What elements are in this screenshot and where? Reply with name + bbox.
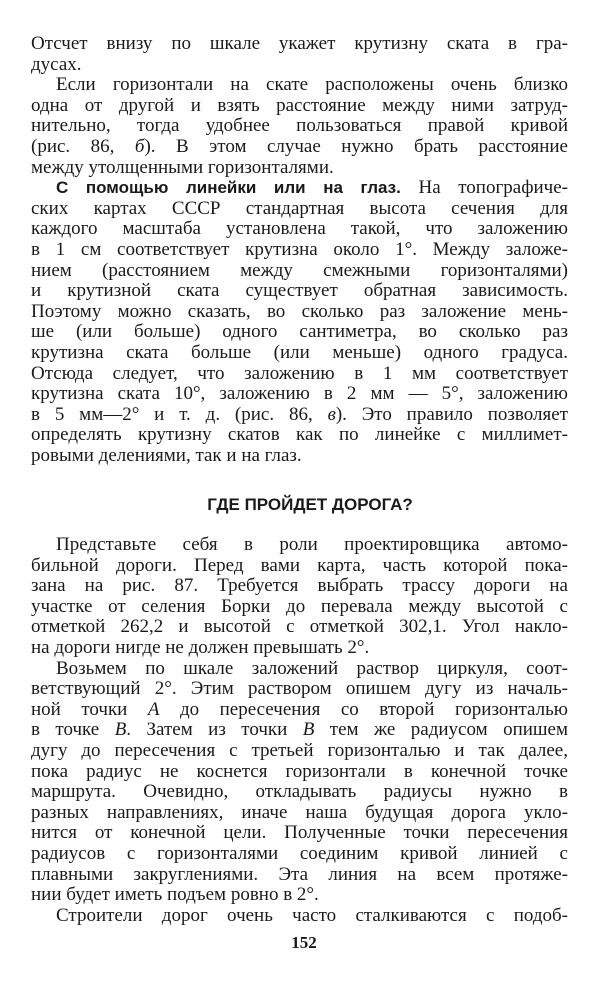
text-run: ). Это правило позволяет: [335, 403, 568, 425]
text-line: [31, 343, 568, 364]
text-run: до пересечения со второй горизонталью: [159, 698, 568, 720]
text-run: нием (расстоянием между смежными горизонталями): [31, 259, 568, 281]
italic-run: б: [134, 135, 145, 157]
text-run: отметкой 262,2 и высотой с отметкой 302,1. Угол накло-: [31, 616, 568, 638]
text-run: и крутизной ската существует обратная зависимость.: [31, 280, 568, 302]
text-run: дугу до пересечения с третьей горизонталью и так далее,: [31, 739, 568, 761]
text-run: дусах.: [31, 53, 82, 75]
text-run: ). В этом случае нужно брать расстояние: [144, 135, 568, 157]
text-run: нии будет иметь подъем ровно в 2°.: [31, 884, 319, 906]
text-line: [31, 700, 568, 721]
page-number: 152: [291, 933, 317, 952]
section-heading: ГДЕ ПРОЙДЕТ ДОРОГА?: [207, 495, 413, 514]
text-run: на дороги нигде не должен превышать 2°.: [31, 636, 370, 658]
text-run: нится от конечной цели. Полученные точки пересечения: [31, 822, 568, 844]
text-run: в 1 см соответствует крутизна около 1°. Между заложе-: [31, 238, 568, 260]
text-line: [31, 281, 568, 302]
text-line: [31, 364, 568, 385]
text-line: [31, 405, 568, 426]
text-run: (рис. 86,: [31, 135, 135, 157]
text-run: ских картах СССР стандартная высота сечения для: [31, 197, 568, 219]
text-line: [31, 199, 568, 220]
text-run: крутизна ската больше (или меньше) одного градуса.: [31, 341, 568, 363]
text-line: [31, 322, 568, 343]
text-section-2: [31, 535, 568, 926]
text-line: [31, 906, 568, 927]
text-line: [31, 659, 568, 680]
text-line: [31, 302, 568, 323]
text-line: [31, 844, 568, 865]
text-run: радиусов с горизонталями соединим кривой линией с: [31, 842, 568, 864]
text-line: [31, 885, 568, 906]
text-line: [31, 240, 568, 261]
text-run: ровыми делениями, так и на глаз.: [31, 444, 302, 466]
text-line: [31, 823, 568, 844]
text-run: зана на рис. 87. Требуется выбрать трассу дороги на: [31, 575, 568, 597]
text-run: бильной дороги. Перед вами карта, часть которой пока-: [31, 554, 568, 576]
italic-run: B: [114, 719, 127, 741]
text-run: одна от другой и взять расстояние между ними затруд-: [31, 94, 568, 116]
text-line: [31, 137, 568, 158]
text-run: определять крутизну скатов как по линейке с миллимет-: [31, 424, 568, 446]
text-line: [31, 34, 568, 55]
text-line: [31, 75, 568, 96]
text-line: [31, 425, 568, 446]
text-run: крутизна ската 10°, заложению в 2 мм — 5°, заложению: [31, 383, 568, 405]
text-run: нительно, тогда удобнее пользоваться правой кривой: [31, 115, 568, 137]
text-run: пока радиус не коснется горизонтали в конечной точке: [31, 760, 568, 782]
italic-run: B: [302, 719, 315, 741]
text-run: каждого масштаба установлена такой, что заложению: [31, 218, 568, 240]
text-line: [31, 638, 568, 659]
text-line: [31, 741, 568, 762]
text-line: [31, 597, 568, 618]
text-line: [31, 219, 568, 240]
text-run: Поэтому можно сказать, во сколько раз заложение мень-: [31, 300, 568, 322]
text-line: [31, 116, 568, 137]
text-line: [31, 96, 568, 117]
italic-run: A: [147, 698, 160, 720]
text-line: [31, 782, 568, 803]
bold-lead-in: С помощью линейки или на глаз.: [56, 178, 401, 198]
text-run: между утолщенными горизонталями.: [31, 156, 334, 178]
text-line: [31, 679, 568, 700]
text-run: . Затем из точки: [126, 719, 303, 741]
text-line: [31, 720, 568, 741]
text-run: Строители дорог очень часто сталкиваются с подоб-: [56, 904, 568, 926]
text-line: [31, 556, 568, 577]
text-run: Если горизонтали на скате расположены очень близко: [56, 74, 568, 96]
text-run: плавными закруглениями. Эта линия на всем протяже-: [31, 863, 568, 885]
text-run: тем же радиусом опишем: [314, 719, 569, 741]
italic-run: в: [327, 403, 336, 425]
text-line: [31, 803, 568, 824]
text-line: [31, 446, 568, 467]
text-run: ной точки: [31, 698, 148, 720]
text-run: Представьте себя в роли проектировщика автомо-: [56, 534, 568, 555]
text-section-1: [31, 34, 568, 466]
text-line: [31, 261, 568, 282]
text-run: Отсюда следует, что заложению в 1 мм соответствует: [31, 362, 568, 384]
text-run: Отсчет внизу по шкале укажет крутизну ската в гра-: [31, 33, 568, 54]
text-run: разных направлениях, иначе наша будущая дорога укло-: [31, 801, 568, 823]
text-run: На топографиче-: [400, 177, 568, 199]
text-line: [31, 535, 568, 556]
text-line: [31, 55, 568, 76]
text-line: [31, 762, 568, 783]
text-line: [31, 178, 568, 199]
text-run: ше (или больше) одного сантиметра, во сколько раз: [31, 321, 568, 343]
text-run: в точке: [31, 719, 115, 741]
text-run: Возьмем по шкале заложений раствор циркуля, соот-: [56, 657, 568, 679]
text-line: [31, 384, 568, 405]
text-run: участке от селения Борки до перевала между высотой с: [31, 595, 568, 617]
text-run: ветствующий 2°. Этим раствором опишем дугу из началь-: [31, 678, 568, 700]
text-line: [31, 158, 568, 179]
text-line: [31, 617, 568, 638]
text-run: в 5 мм—2° и т. д. (рис. 86,: [31, 403, 328, 425]
text-line: [31, 576, 568, 597]
text-line: [31, 865, 568, 886]
text-run: маршрута. Очевидно, откладывать радиусы нужно в: [31, 781, 568, 803]
